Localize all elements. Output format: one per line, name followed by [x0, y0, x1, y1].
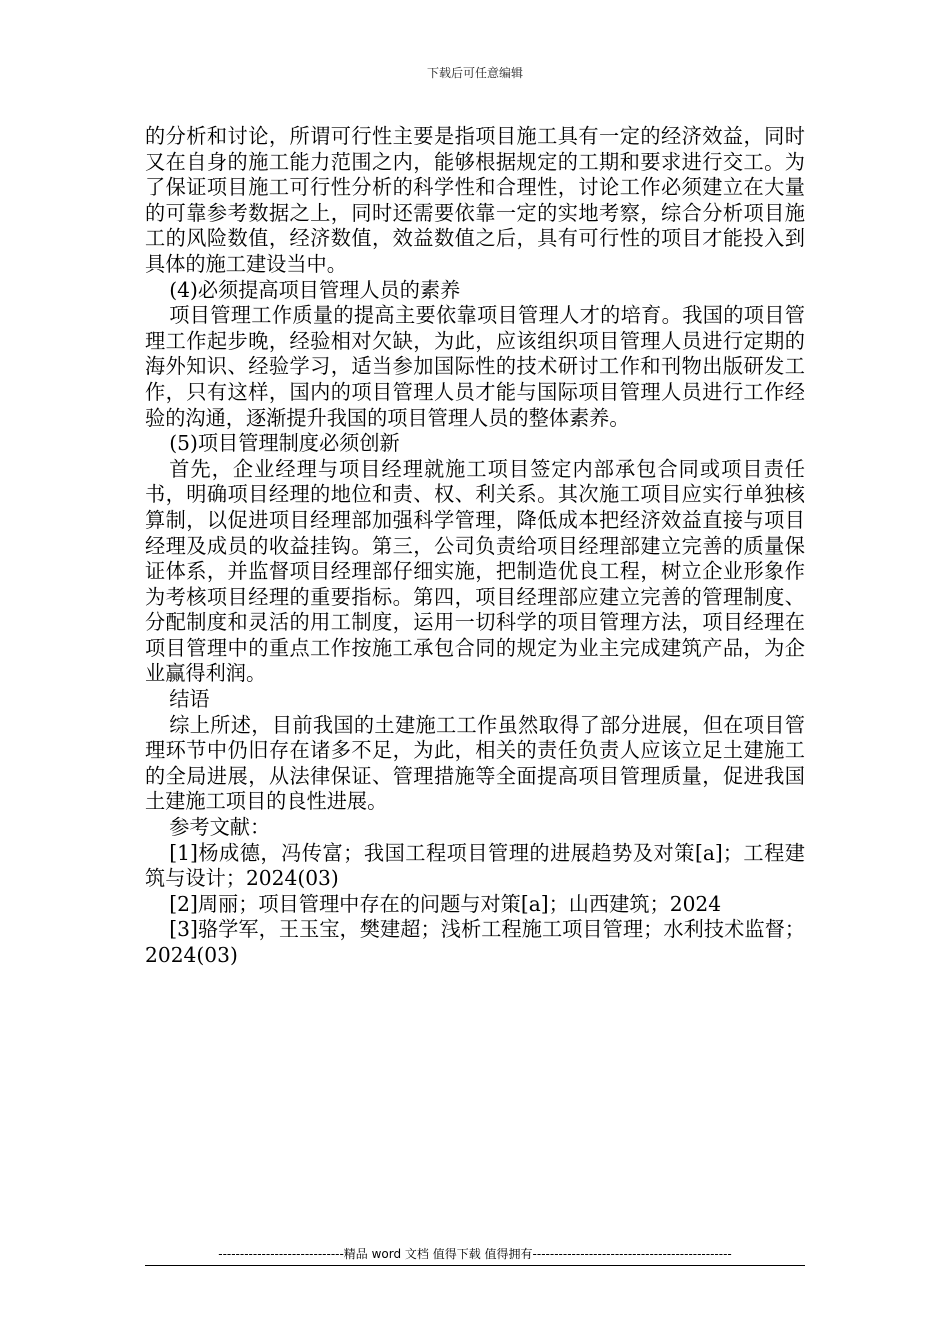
reference-item-1: [1]杨成德，冯传富；我国工程项目管理的进展趋势及对策[a]；工程建筑与设计；2024(03) — [145, 840, 805, 891]
reference-item-2: [2]周丽；项目管理中存在的问题与对策[a]；山西建筑；2024 — [169, 891, 722, 916]
page-footer — [145, 1243, 805, 1266]
page-header: 下载后可任意编辑 — [426, 66, 523, 80]
paragraph-conclusion: 综上所述，目前我国的土建施工工作虽然取得了部分进展，但在项目管理环节中仍旧存在诸多不足，为此，相关的责任负责人应该立足土建施工的全局进展，从法律保证、管理措施等全面提高项目管理质量，促进我国土建施工项目的良性进展。 — [145, 712, 805, 814]
paragraph-system-innovation: 首先，企业经理与项目经理就施工项目签定内部承包合同或项目责任书，明确项目经理的地位和责、权、利关系。其次施工项目应实行单独核算制，以促进项目经理部加强科学管理，降低成本把经济效益直接与项目经理及成员的收益挂钩。第三，公司负责给项目经理部建立完善的质量保证体系，并监督项目经理部仔细实施，把制造优良工程，树立企业形象作为考核项目经理的重要指标。第四，项目经理部应建立完善的管理制度、分配制度和灵活的用工制度，运用一切科学的项目管理方法，项目经理在项目管理中的重点工作按施工承包合同的规定为业主完成建筑产品，为企业赢得利润。 — [145, 456, 805, 686]
references-heading: 参考文献： — [169, 815, 271, 840]
conclusion-heading: 结语 — [169, 687, 210, 712]
section-heading-5: (5)项目管理制度必须创新 — [169, 431, 400, 456]
footer-text: -----------------------------精品 word 文档 值得下载 值得拥有---------------------------------------------- — [218, 1247, 732, 1261]
document-body — [145, 124, 805, 969]
paragraph-staff-quality: 项目管理工作质量的提高主要依靠项目管理人才的培育。我国的项目管理工作起步晚，经验相对欠缺，为此，应该组织项目管理人员进行定期的海外知识、经验学习，适当参加国际性的技术研讨工作和刊物出版研发工作，只有这样，国内的项目管理人员才能与国际项目管理人员进行工作经验的沟通，逐渐提升我国的项目管理人员的整体素养。 — [145, 303, 805, 430]
paragraph-feasibility: 的分析和讨论，所谓可行性主要是指项目施工具有一定的经济效益，同时又在自身的施工能力范围之内，能够根据规定的工期和要求进行交工。为了保证项目施工可行性分析的科学性和合理性，讨论工作必须建立在大量的可靠参考数据之上，同时还需要依靠一定的实地考察，综合分析项目施工的风险数值，经济数值，效益数值之后，具有可行性的项目才能投入到具体的施工建设当中。 — [145, 124, 805, 276]
section-heading-4: (4)必须提高项目管理人员的素养 — [169, 277, 461, 302]
reference-item-3: [3]骆学军，王玉宝，樊建超；浅析工程施工项目管理；水利技术监督；2024(03) — [145, 917, 805, 967]
